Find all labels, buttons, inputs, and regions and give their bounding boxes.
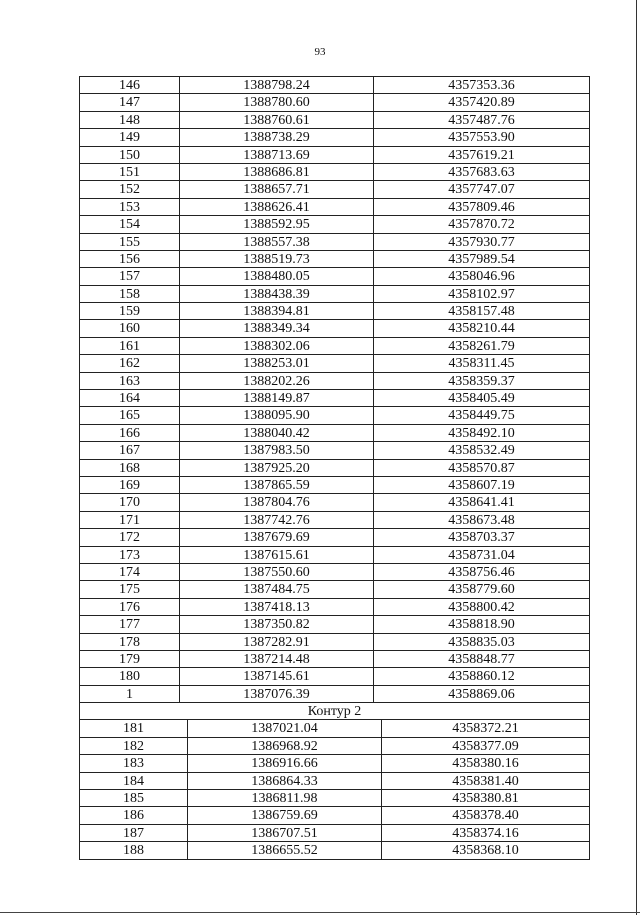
x-coordinate-cell: 1386759.69 [188, 807, 382, 823]
x-coordinate-cell: 1387021.04 [188, 720, 382, 736]
point-number-cell: 169 [80, 477, 180, 493]
point-number-cell: 160 [80, 320, 180, 336]
table-row [80, 286, 589, 303]
table-row [80, 199, 589, 216]
x-coordinate-cell: 1386707.51 [188, 825, 382, 841]
point-number-cell: 184 [80, 773, 188, 789]
point-number-cell: 150 [80, 147, 180, 163]
point-number-cell: 179 [80, 651, 180, 667]
table-row [80, 512, 589, 529]
x-coordinate-cell: 1387865.59 [180, 477, 374, 493]
point-number-cell: 155 [80, 234, 180, 250]
y-coordinate-cell: 4358102.97 [448, 286, 515, 302]
x-coordinate-cell: 1388040.42 [180, 425, 374, 441]
x-coordinate-cell: 1388738.29 [180, 129, 374, 145]
point-number-cell: 157 [80, 268, 180, 284]
point-number-cell: 148 [80, 112, 180, 128]
point-number-cell: 173 [80, 547, 180, 563]
table-row [80, 738, 589, 755]
table-row [80, 460, 589, 477]
x-coordinate-cell: 1386968.92 [188, 738, 382, 754]
point-number-cell: 180 [80, 668, 180, 684]
point-number-cell: 168 [80, 460, 180, 476]
y-coordinate-cell: 4358261.79 [448, 338, 515, 354]
point-number-cell: 154 [80, 216, 180, 232]
coordinates-table [79, 76, 590, 860]
y-coordinate-cell: 4357683.63 [448, 164, 515, 180]
x-coordinate-cell: 1387925.20 [180, 460, 374, 476]
x-coordinate-cell: 1387350.82 [180, 616, 374, 632]
y-coordinate-cell: 4358869.06 [448, 686, 515, 702]
y-coordinate-cell: 4357870.72 [448, 217, 515, 233]
x-coordinate-cell: 1387804.76 [180, 494, 374, 510]
table-row [80, 181, 589, 198]
scan-edge-right [636, 0, 637, 915]
point-number-cell: 182 [80, 738, 188, 754]
table-row [80, 303, 589, 320]
point-number-cell: 185 [80, 790, 188, 806]
point-number-cell: 151 [80, 164, 180, 180]
x-coordinate-cell: 1386864.33 [188, 773, 382, 789]
y-coordinate-cell: 4357420.89 [448, 95, 515, 111]
y-coordinate-cell: 4358359.37 [448, 373, 515, 389]
y-coordinate-cell: 4358405.49 [448, 391, 515, 407]
point-number-cell: 183 [80, 755, 188, 771]
point-number-cell: 152 [80, 181, 180, 197]
x-coordinate-cell: 1388480.05 [180, 268, 374, 284]
scan-edge-bottom [0, 912, 640, 913]
table-row [80, 564, 589, 581]
y-coordinate-cell: 4358492.10 [448, 425, 515, 441]
x-coordinate-cell: 1387983.50 [180, 442, 374, 458]
y-coordinate-cell: 4358703.37 [448, 530, 515, 546]
table-row [80, 425, 589, 442]
x-coordinate-cell: 1387076.39 [180, 686, 374, 702]
table-row [80, 790, 589, 807]
y-coordinate-cell: 4357809.46 [448, 199, 515, 215]
table-row [80, 686, 589, 703]
x-coordinate-cell: 1388780.60 [180, 94, 374, 110]
point-number-cell: 176 [80, 599, 180, 615]
point-number-cell: 149 [80, 129, 180, 145]
x-coordinate-cell: 1388202.26 [180, 373, 374, 389]
x-coordinate-cell: 1388519.73 [180, 251, 374, 267]
y-coordinate-cell: 4358818.90 [448, 617, 515, 633]
point-number-cell: 172 [80, 529, 180, 545]
y-coordinate-cell: 4357930.77 [448, 234, 515, 250]
table-row [80, 634, 589, 651]
table-row [80, 390, 589, 407]
table-row [80, 616, 589, 633]
y-coordinate-cell: 4358372.21 [452, 721, 519, 737]
y-coordinate-cell: 4358860.12 [448, 669, 515, 685]
x-coordinate-cell: 1387282.91 [180, 634, 374, 650]
point-number-cell: 175 [80, 581, 180, 597]
y-coordinate-cell: 4358800.42 [448, 599, 515, 615]
point-number-cell: 188 [80, 842, 188, 858]
y-coordinate-cell: 4358377.09 [452, 738, 519, 754]
y-coordinate-cell: 4358368.10 [452, 843, 519, 859]
y-coordinate-cell: 4357553.90 [448, 130, 515, 146]
y-coordinate-cell: 4358046.96 [448, 269, 515, 285]
point-number-cell: 186 [80, 807, 188, 823]
y-coordinate-cell: 4358731.04 [448, 547, 515, 563]
table-row [80, 129, 589, 146]
point-number-cell: 147 [80, 94, 180, 110]
y-coordinate-cell: 4358311.45 [448, 356, 515, 372]
point-number-cell: 146 [80, 77, 180, 93]
section-label: Контур 2 [307, 704, 362, 720]
table-row [80, 251, 589, 268]
point-number-cell: 156 [80, 251, 180, 267]
table-row [80, 112, 589, 129]
x-coordinate-cell: 1388657.71 [180, 181, 374, 197]
x-coordinate-cell: 1387742.76 [180, 512, 374, 528]
table-row [80, 668, 589, 685]
y-coordinate-cell: 4358449.75 [448, 408, 515, 424]
point-number-cell: 159 [80, 303, 180, 319]
x-coordinate-cell: 1386655.52 [188, 842, 382, 858]
x-coordinate-cell: 1387550.60 [180, 564, 374, 580]
table-row [80, 773, 589, 790]
table-row [80, 807, 589, 824]
table-row [80, 720, 589, 737]
table-row [80, 651, 589, 668]
x-coordinate-cell: 1388149.87 [180, 390, 374, 406]
y-coordinate-cell: 4358210.44 [448, 321, 515, 337]
table-row [80, 477, 589, 494]
point-number-cell: 1 [80, 686, 180, 702]
x-coordinate-cell: 1388349.34 [180, 320, 374, 336]
page-number: 93 [314, 46, 326, 58]
x-coordinate-cell: 1386916.66 [188, 755, 382, 771]
x-coordinate-cell: 1388798.24 [180, 77, 374, 93]
y-coordinate-cell: 4358607.19 [448, 477, 515, 493]
y-coordinate-cell: 4357619.21 [448, 147, 515, 163]
y-coordinate-cell: 4358570.87 [448, 460, 515, 476]
y-coordinate-cell: 4358848.77 [448, 651, 515, 667]
table-row [80, 373, 589, 390]
table-row [80, 338, 589, 355]
table-row [80, 320, 589, 337]
y-coordinate-cell: 4358378.40 [452, 808, 519, 824]
table-row [80, 147, 589, 164]
x-coordinate-cell: 1387679.69 [180, 529, 374, 545]
y-coordinate-cell: 4358532.49 [448, 443, 515, 459]
x-coordinate-cell: 1388686.81 [180, 164, 374, 180]
table-row [80, 77, 589, 94]
table-body-part2 [80, 720, 589, 859]
y-coordinate-cell: 4358381.40 [452, 773, 519, 789]
table-row [80, 494, 589, 511]
section-header-row [80, 703, 589, 720]
table-row [80, 268, 589, 285]
table-row [80, 94, 589, 111]
y-coordinate-cell: 4358835.03 [448, 634, 515, 650]
table-body-part1 [80, 77, 589, 703]
y-coordinate-cell: 4358380.16 [452, 756, 519, 772]
y-coordinate-cell: 4358673.48 [448, 512, 515, 528]
y-coordinate-cell: 4357747.07 [448, 182, 515, 198]
y-coordinate-cell: 4358157.48 [448, 304, 515, 320]
x-coordinate-cell: 1387615.61 [180, 547, 374, 563]
point-number-cell: 171 [80, 512, 180, 528]
point-number-cell: 167 [80, 442, 180, 458]
point-number-cell: 164 [80, 390, 180, 406]
y-coordinate-cell: 4358756.46 [448, 564, 515, 580]
table-row [80, 825, 589, 842]
point-number-cell: 187 [80, 825, 188, 841]
table-row [80, 599, 589, 616]
table-row [80, 755, 589, 772]
y-coordinate-cell: 4358374.16 [452, 825, 519, 841]
x-coordinate-cell: 1387214.48 [180, 651, 374, 667]
x-coordinate-cell: 1388302.06 [180, 338, 374, 354]
point-number-cell: 181 [80, 720, 188, 736]
y-coordinate-cell: 4358779.60 [448, 582, 515, 598]
point-number-cell: 170 [80, 494, 180, 510]
table-row [80, 581, 589, 598]
point-number-cell: 153 [80, 199, 180, 215]
point-number-cell: 174 [80, 564, 180, 580]
x-coordinate-cell: 1386811.98 [188, 790, 382, 806]
x-coordinate-cell: 1388095.90 [180, 407, 374, 423]
table-row [80, 234, 589, 251]
x-coordinate-cell: 1388626.41 [180, 199, 374, 215]
x-coordinate-cell: 1388713.69 [180, 147, 374, 163]
y-coordinate-cell: 4357989.54 [448, 251, 515, 267]
y-coordinate-cell: 4357353.36 [448, 78, 515, 93]
x-coordinate-cell: 1387484.75 [180, 581, 374, 597]
point-number-cell: 158 [80, 286, 180, 302]
table-row [80, 355, 589, 372]
point-number-cell: 161 [80, 338, 180, 354]
table-row [80, 164, 589, 181]
x-coordinate-cell: 1388760.61 [180, 112, 374, 128]
table-row [80, 216, 589, 233]
point-number-cell: 177 [80, 616, 180, 632]
x-coordinate-cell: 1388592.95 [180, 216, 374, 232]
x-coordinate-cell: 1387418.13 [180, 599, 374, 615]
point-number-cell: 178 [80, 634, 180, 650]
point-number-cell: 165 [80, 407, 180, 423]
x-coordinate-cell: 1388253.01 [180, 355, 374, 371]
table-row [80, 547, 589, 564]
point-number-cell: 163 [80, 373, 180, 389]
x-coordinate-cell: 1388557.38 [180, 234, 374, 250]
table-row [80, 442, 589, 459]
table-row [80, 407, 589, 424]
x-coordinate-cell: 1388394.81 [180, 303, 374, 319]
y-coordinate-cell: 4358641.41 [448, 495, 515, 511]
point-number-cell: 166 [80, 425, 180, 441]
x-coordinate-cell: 1388438.39 [180, 286, 374, 302]
point-number-cell: 162 [80, 355, 180, 371]
y-coordinate-cell: 4358380.81 [452, 791, 519, 807]
x-coordinate-cell: 1387145.61 [180, 668, 374, 684]
table-row [80, 529, 589, 546]
table-row [80, 842, 589, 859]
y-coordinate-cell: 4357487.76 [448, 112, 515, 128]
